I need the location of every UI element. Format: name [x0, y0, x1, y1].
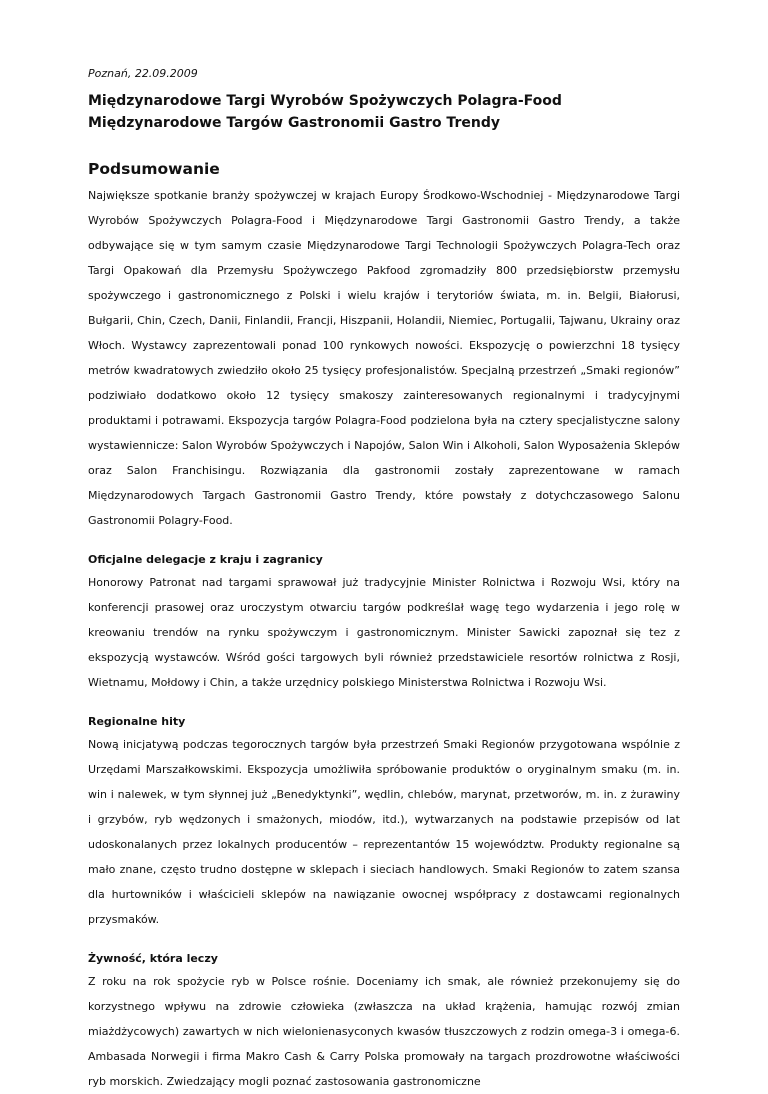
- event-title-polagra-food: Międzynarodowe Targi Wyrobów Spożywczych Polagra-Food: [88, 93, 562, 109]
- document-content: [88, 66, 680, 1094]
- section-heading-delegations: Oficjalne delegacje z kraju i zagranicy: [88, 553, 323, 566]
- section-paragraph-delegations: Honorowy Patronat nad targami sprawował już tradycyjnie Minister Rolnictwa i Rozwoju Wsi, który na konferencji prasowej oraz uroczystym otwarciu targów podkreślał wagę tego wydarzenia i jego rolę w kreowaniu trendów na rynku spożywczym i gastronomicznym. Minister Sawicki zapoznał się tez z ekspozycją wystawców. Wśród gości targowych byli również przedstawiciele resortów rolnictwa z Rosji, Wietnamu, Mołdowy i Chin, a także urzędnicy polskiego Ministerstwa Rolnictwa i Rozwoju Wsi.: [88, 576, 680, 689]
- dateline: Poznań, 22.09.2009: [88, 67, 198, 80]
- section-heading-regional-hits: Regionalne hity: [88, 715, 186, 728]
- event-title-gastro-trendy: Międzynarodowe Targów Gastronomii Gastro Trendy: [88, 115, 500, 131]
- summary-heading: Podsumowanie: [88, 160, 220, 178]
- section-heading-healing-food: Żywność, która leczy: [88, 952, 218, 965]
- section-paragraph-regional-hits: Nową inicjatywą podczas tegorocznych targów była przestrzeń Smaki Regionów przygotowana wspólnie z Urzędami Marszałkowskimi. Ekspozycja umożliwiła spróbowanie produktów o oryginalnym smaku (m. in. win i nalewek, w tym słynnej już „Benedyktynki”, wędlin, chlebów, marynat, przetworów, m. in. z żurawiny i grzybów, ryb wędzonych i smażonych, miodów, itd.), wytwarzanych na podstawie przepisów od lat udoskonalanych przez lokalnych producentów – reprezentantów 15 województw. Produkty regionalne są mało znane, często trudno dostępne w sklepach i sieciach handlowych. Smaki Regionów to zatem szansa dla hurtowników i właścicieli sklepów na nawiązanie owocnej współpracy z dostawcami regionalnych przysmaków.: [88, 738, 680, 926]
- summary-paragraph: Największe spotkanie branży spożywczej w krajach Europy Środkowo-Wschodniej - Międzynarodowe Targi Wyrobów Spożywczych Polagra-Food i Międzynarodowe Targi Gastronomii Gastro Trendy, a także odbywające się w tym samym czasie Międzynarodowe Targi Technologii Spożywczych Polagra-Tech oraz Targi Opakowań dla Przemysłu Spożywczego Pakfood zgromadziły 800 przedsiębiorstw przemysłu spożywczego i gastronomicznego z Polski i wielu krajów i terytoriów świata, m. in. Belgii, Białorusi, Bułgarii, Chin, Czech, Danii, Finlandii, Francji, Hiszpanii, Holandii, Niemiec, Portugalii, Tajwanu, Ukrainy oraz Włoch. Wystawcy zaprezentowali ponad 100 rynkowych nowości. Ekspozycję o powierzchni 18 tysięcy metrów kwadratowych zwiedziło około 25 tysięcy profesjonalistów. Specjalną przestrzeń „Smaki regionów” podziwiało dodatkowo około 12 tysięcy smakoszy zainteresowanych regionalnymi i tradycyjnymi produktami i potrawami. Ekspozycja targów Polagra-Food podzielona była na cztery specjalistyczne salony wystawiennicze: Salon Wyrobów Spożywczych i Napojów, Salon Win i Alkoholi, Salon Wyposażenia Sklepów oraz Salon Franchisingu. Rozwiązania dla gastronomii zostały zaprezentowane w ramach Międzynarodowych Targach Gastronomii Gastro Trendy, które powstały z dotychczasowego Salonu Gastronomii Polagry-Food.: [88, 189, 680, 527]
- section-paragraph-healing-food: Z roku na rok spożycie ryb w Polsce rośnie. Doceniamy ich smak, ale również przekonujemy się do korzystnego wpływu na zdrowie człowieka (zwłaszcza na układ krążenia, hamując rozwój zmian miażdżycowych) zawartych w nich wielonienasyconych kwasów tłuszczowych z rodzin omega-3 i omega-6. Ambasada Norwegii i firma Makro Cash & Carry Polska promowały na targach prozdrowotne właściwości ryb morskich. Zwiedzający mogli poznać zastosowania gastronomiczne: [88, 975, 680, 1088]
